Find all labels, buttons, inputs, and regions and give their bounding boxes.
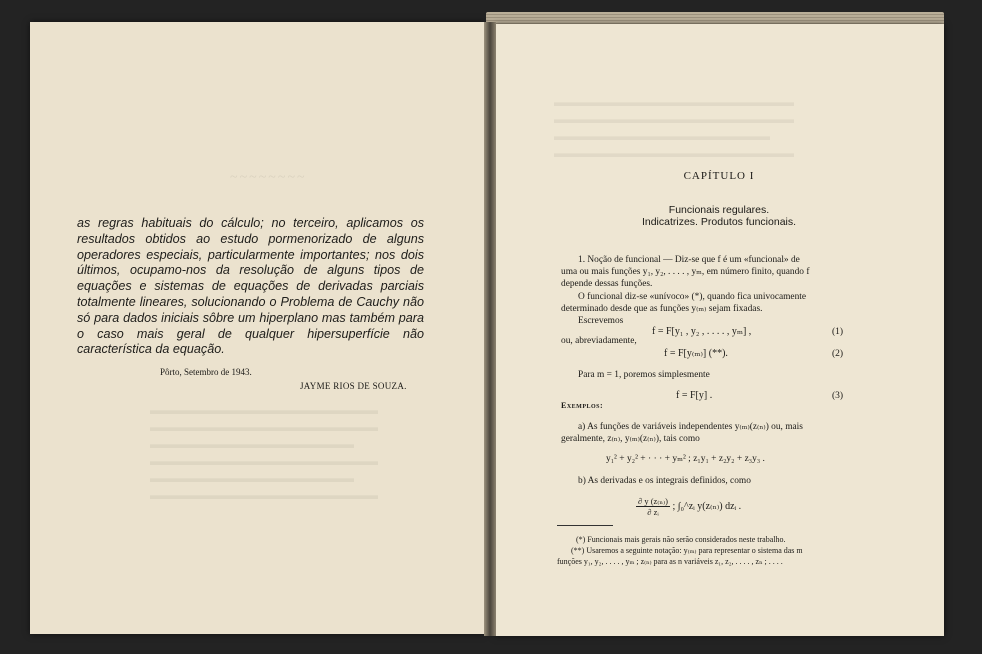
equation-2-number: (2): [832, 349, 844, 359]
chapter-title: CAPÍTULO I: [683, 170, 755, 182]
preface-paragraph: as regras habituais do cálculo; no terceiro, aplicamos os resultados obtidos ao estudo pormenorizado de alguns operadores especiais, particularmente importantes; nos dois últimos, ocupamo-nos da resolução de alguns tipos de equações e sistemas de equações de derivadas parciais totalmente lineares, solucionando o Problema de Cauchy não só para dados iniciais sôbre um hiperplano mas também para o caso mais geral de qualquer hipersuperfície não característica da equação.: [77, 216, 424, 357]
partial-derivative-fraction: [636, 496, 670, 517]
escrevemos-text: Escrevemos: [578, 316, 624, 326]
bleed-through-text: ▬▬▬▬▬▬▬▬▬▬▬▬▬▬▬▬▬▬▬ ▬▬▬▬▬▬▬▬▬▬▬▬▬▬▬▬▬▬▬ ▬▬▬▬▬▬▬▬▬▬▬▬▬▬▬▬▬ ▬▬▬▬▬▬▬▬▬▬▬▬▬▬▬▬▬▬▬ ▬▬▬▬▬▬▬▬▬▬▬▬▬▬▬▬▬ ▬▬▬▬▬▬▬▬▬▬▬▬▬▬▬▬▬▬▬: [150, 403, 378, 502]
bleed-through-title: ~~~~~~~~: [230, 170, 307, 185]
fraction-denominator: ∂ zᵢ: [647, 507, 659, 517]
equation-5: [636, 496, 741, 517]
equation-1-number: (1): [832, 327, 844, 337]
fraction-numerator: ∂ y (z₍ₙ₎): [638, 496, 668, 506]
footnote-2: (**) Usaremos a seguinte notação: y₍ₘ₎ para representar o sistema das m: [571, 546, 803, 555]
author-signature: JAYME RIOS DE SOUZA.: [300, 381, 407, 391]
section-1-line-2: uma ou mais funções y₁, y₂, . . . . , yₘ, em número finito, quando f: [561, 267, 810, 277]
section-1-line-1: 1. Noção de funcional — Diz-se que f é um «funcional» de: [578, 255, 800, 265]
footnote-rule: [557, 525, 613, 526]
paragraph-2-line-1: O funcional diz-se «unívoco» (*), quando fica univocamente: [578, 292, 807, 302]
example-a-line-1: a) As funções de variáveis independentes y₍ₘ₎(z₍ₙ₎) ou, mais: [578, 422, 803, 432]
chapter-subtitle-2: Indicatrizes. Produtos funcionais.: [641, 216, 797, 228]
paragraph-2-line-2: determinado desde que as funções y₍ₘ₎ sejam fixadas.: [561, 304, 763, 314]
footnote-3: funções y₁, y₂, . . . . , yₘ ; z₍ₙ₎ para as n variáveis z₁, z₂, . . . . , zₙ ; . . . .: [557, 557, 783, 566]
equation-2: f = F[y₍ₘ₎] (**).: [664, 348, 728, 359]
equation-1: f = F[y₁ , y₂ , . . . . , yₘ] ,: [652, 326, 752, 337]
para-m-text: Para m = 1, poremos simplesmente: [578, 370, 710, 380]
equation-3: f = F[y] .: [676, 390, 713, 401]
chapter-subtitle-1: Funcionais regulares.: [668, 204, 770, 216]
exemplos-heading: Exemplos:: [561, 401, 604, 410]
example-b-text: b) As derivadas e os integrais definidos, como: [578, 476, 751, 486]
example-a-line-2: geralmente, z₍ₙ₎, y₍ₘ₎(z₍ₙ₎), tais como: [561, 434, 700, 444]
footnote-1: (*) Funcionais mais gerais não serão considerados neste trabalho.: [576, 535, 786, 544]
equation-3-number: (3): [832, 391, 844, 401]
equation-4: y₁² + y₂² + · · · + yₘ² ; z₁y₁ + z₂y₂ + z₃y₃ .: [606, 454, 765, 464]
place-date: Pôrto, Setembro de 1943.: [160, 367, 252, 377]
section-1-line-3: depende dessas funções.: [561, 279, 653, 289]
integral-expression: ; ∫₀^zᵢ y(z₍ₙ₎) dzᵢ .: [672, 500, 742, 512]
bleed-through-text: ▬▬▬▬▬▬▬▬▬▬▬▬▬▬▬▬▬▬▬▬ ▬▬▬▬▬▬▬▬▬▬▬▬▬▬▬▬▬▬▬▬ ▬▬▬▬▬▬▬▬▬▬▬▬▬▬▬▬▬▬ ▬▬▬▬▬▬▬▬▬▬▬▬▬▬▬▬▬▬▬▬: [554, 95, 794, 160]
book-spine: [484, 22, 496, 636]
abreviadamente-text: ou, abreviadamente,: [561, 336, 637, 346]
